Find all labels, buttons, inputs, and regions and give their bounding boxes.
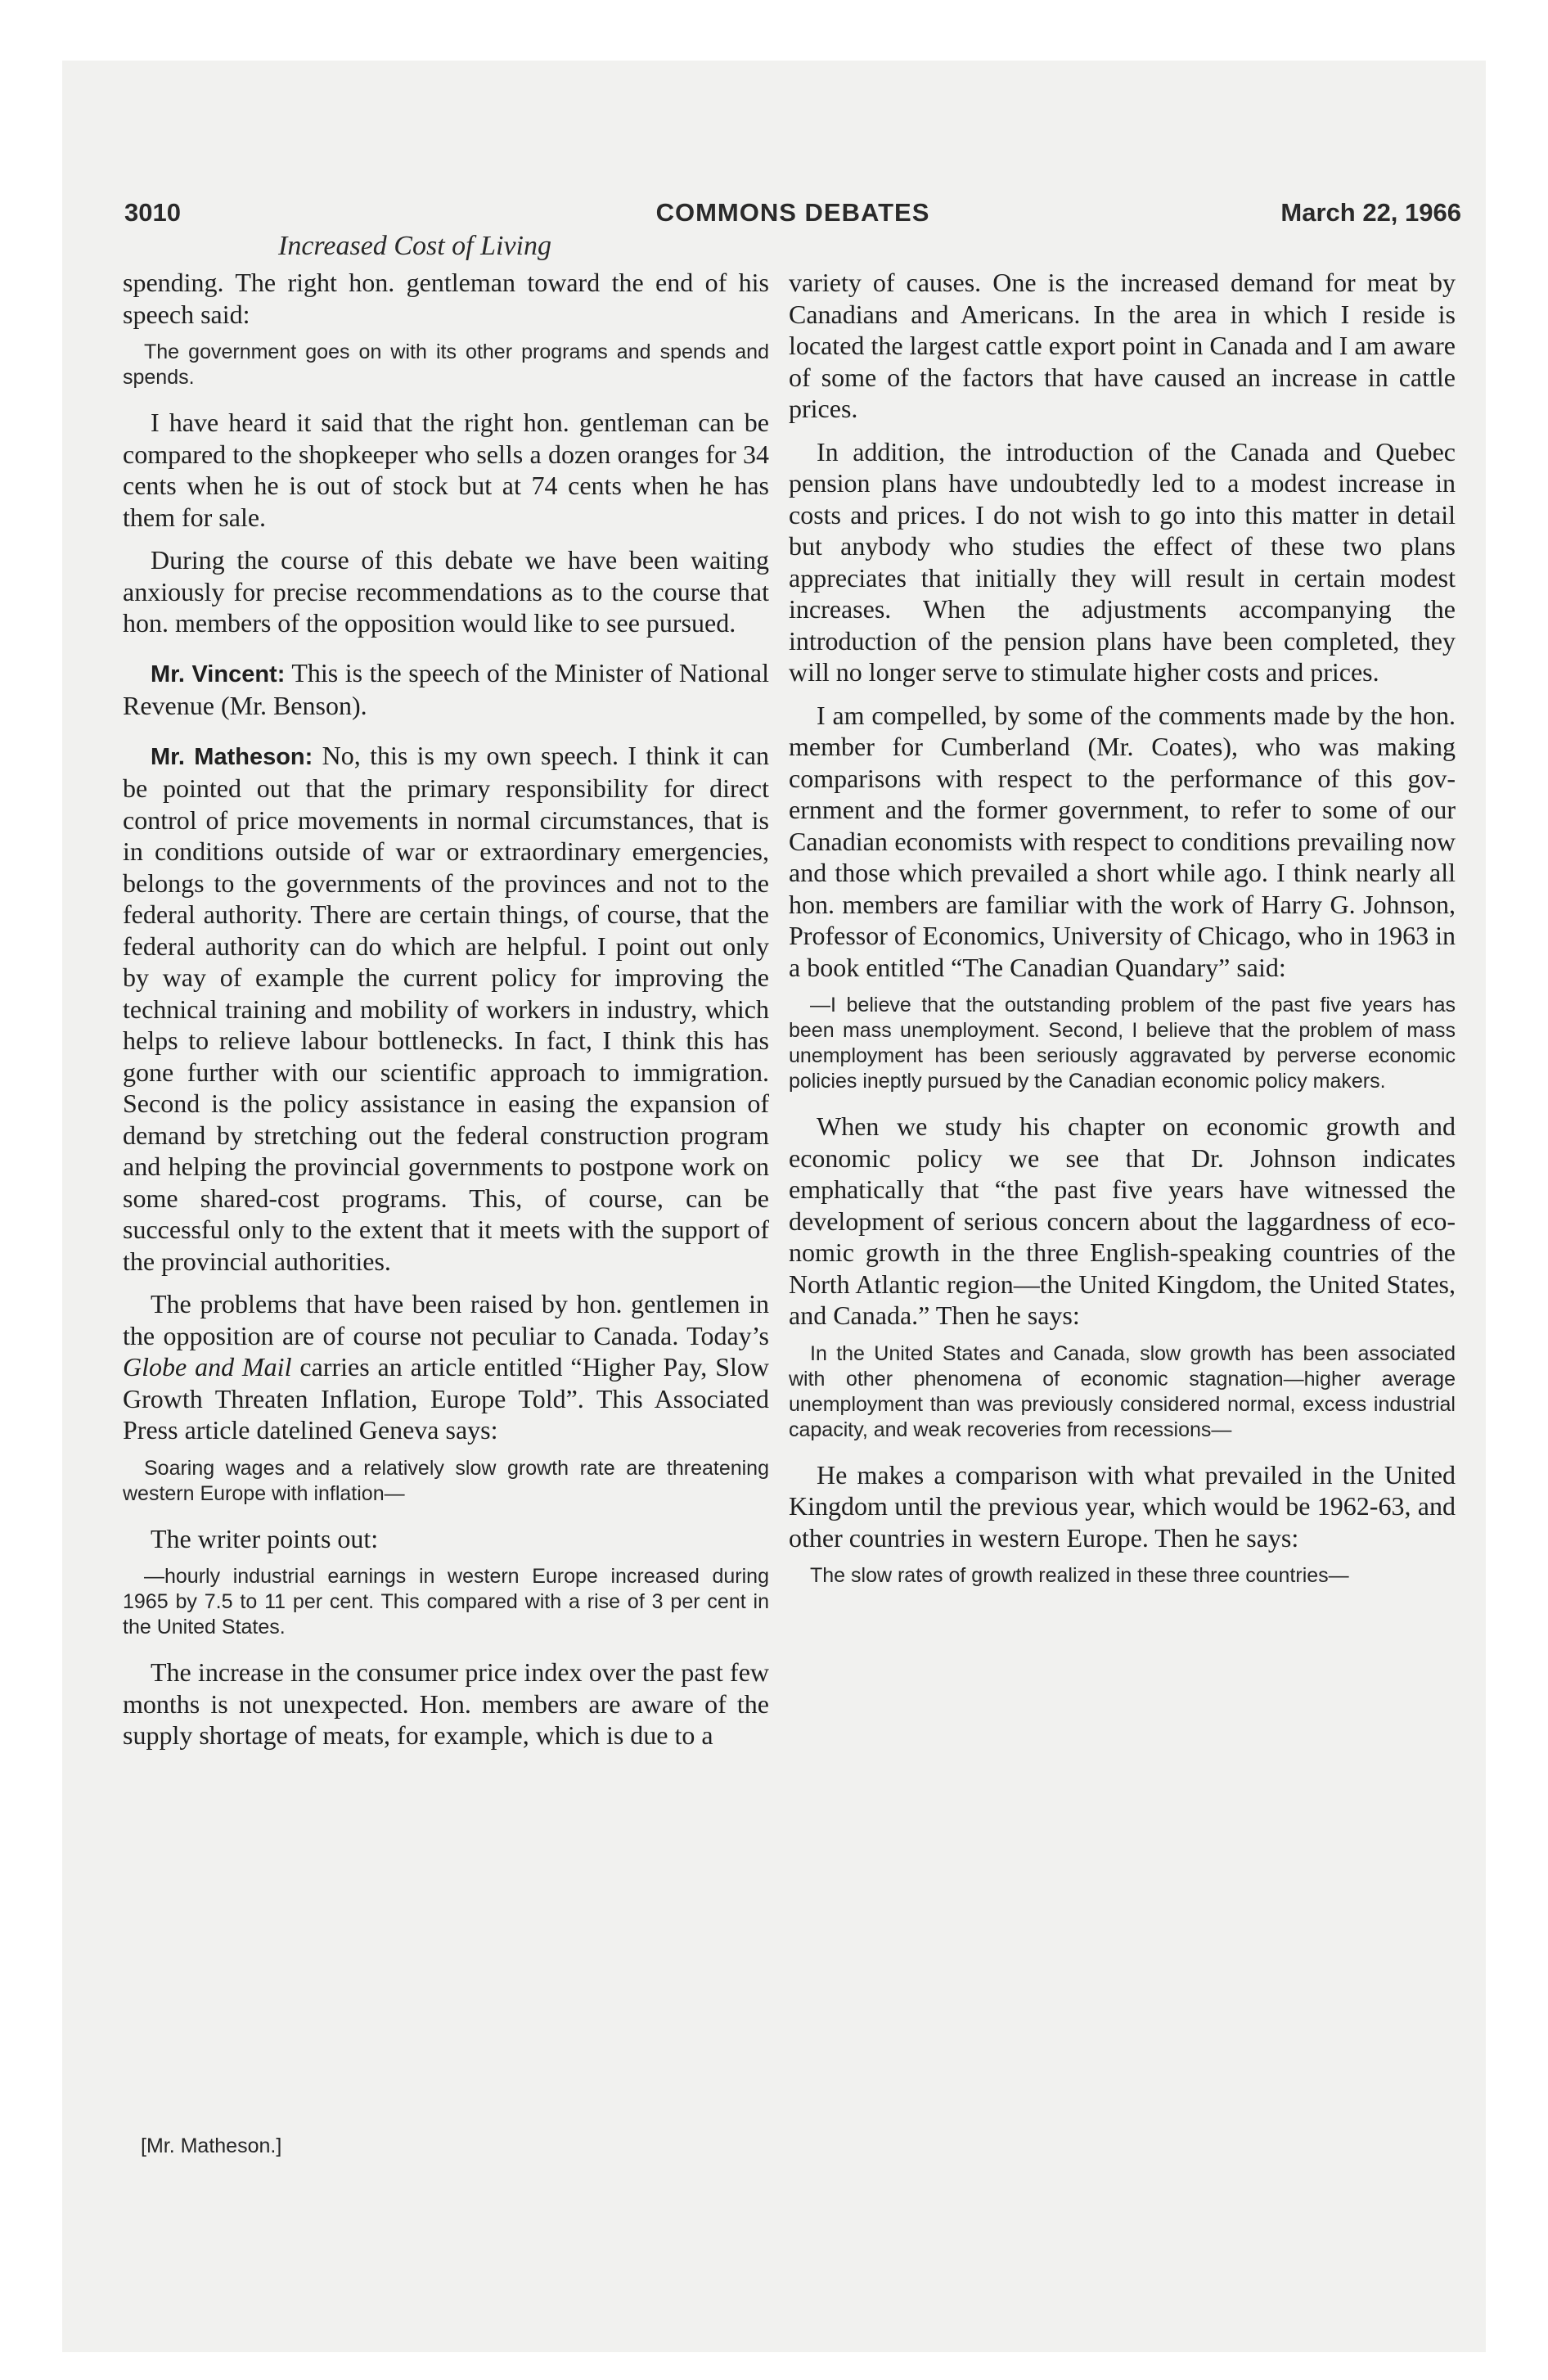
- paragraph: I have heard it said that the right hon. gentleman can be compared to the shopkeeper who sells a dozen oranges for 34 cents when he is out of stock but at 74 cents when he has them for sale.: [123, 408, 769, 532]
- speaker-footer: [Mr. Matheson.]: [141, 2134, 282, 2157]
- section-subheading: Increased Cost of Living: [278, 231, 551, 261]
- paragraph: I am compelled, by some of the comments made by the hon. member for Cumberland (Mr. Coates), who was making comparisons with respect to the performance of this government and the former government, to refer to some of our Canadian economists with respect to conditions prevailing now and those which prevailed a short while ago. I think nearly all hon. members are familiar with the work of Harry G. Johnson, Professor of Economics, University of Chicago, who in 1963 in a book entitled “The Canadian Quandary” said:: [789, 700, 1456, 982]
- paragraph: [123, 657, 769, 722]
- block-quote: —hourly industrial earnings in western Europe increased during 1965 by 7.5 to 11 per cent. This compared with a rise of 3 per cent in the United States.: [123, 1565, 769, 1639]
- paragraph: The writer points out:: [151, 1523, 379, 1553]
- publication-title: COMMONS DEBATES: [655, 198, 930, 227]
- block-quote: Soaring wages and a relatively slow growth rate are threatening western Europe with inflation—: [123, 1456, 769, 1505]
- paragraph: spending. The right hon. gentleman toward the end of his speech said:: [123, 268, 769, 329]
- block-quote: The slow rates of growth realized in these three countries—: [810, 1564, 1349, 1587]
- left-column: [123, 267, 769, 1751]
- speech-text: No, this is my own speech. I think it can be pointed out that the primary responsibility for direct control of price movements in normal circumstances, that is in conditions outside of war or extraordinary emergencies, belongs to the governments of the provinces and not to the federal authority. There are certain things, of course, that the federal authority can do which are helpful. I point out only by way of example the current policy for improving the technical training and mobility of workers in industry, which helps to relieve labour bottlenecks. In fact, I think this has gone further with our scientific approach to immigration. Second is the policy assistance in easing the expansion of demand by stretching out the federal construction program and helping the provincial governments to postpone work on some shared-cost programs. This, of course, can be successful only to the extent that it meets with the support of the provincial authorities.: [123, 740, 769, 1276]
- text-run: The problems that have been raised by hon. gentlemen in the opposition are of course not peculiar to Canada. Today’s: [123, 1289, 769, 1350]
- text-run: carries an article entitled “Higher Pay, Slow Growth Threaten Inflation, Europe Told”. This Associated Press article datelined Geneva says:: [123, 1352, 770, 1445]
- speaker-name: Mr. Matheson:: [151, 743, 313, 770]
- paragraph: When we study his chapter on economic growth and economic policy we see that Dr. Johnson indicates emphatically that “the past five years have witnessed the development of serious concern about the laggardness of economic growth in the three English-speaking countries of the North Atlantic region—the United Kingdom, the United States, and Canada.” Then he says:: [789, 1111, 1456, 1330]
- speech-text: This is the speech of the Minister of National Revenue (Mr. Benson).: [123, 657, 769, 720]
- paragraph: The increase in the consumer price index over the past few months is not unexpected. Hon. members are aware of the supply shortage of meats, for example, which is due to a: [123, 1657, 769, 1750]
- right-column: [789, 267, 1456, 1605]
- paragraph: [123, 1288, 769, 1446]
- block-quote: In the United States and Canada, slow growth has been associated with other phenomena of economic stagnation—higher average unemployment than was previously considered normal, excess industrial capacity, and weak recoveries from recessions—: [789, 1341, 1456, 1441]
- paragraph: [123, 740, 769, 1278]
- speaker-name: Mr. Vincent:: [151, 660, 286, 687]
- block-quote: The government goes on with its other programs and spends and spends.: [123, 340, 769, 389]
- paragraph: In addition, the introduction of the Canada and Quebec pension plans have undoubtedly led to a modest increase in costs and prices. I do not wish to go into this matter in detail but anybody who studies the effect of these two plans appreciates that initially they will result in certain modest increases. When the adjustments accompanying the introduction of the pension plans have been completed, they will no longer serve to stimulate higher costs and prices.: [789, 436, 1456, 687]
- page-number: 3010: [124, 198, 181, 227]
- page-header: [124, 198, 1461, 234]
- paragraph: variety of causes. One is the increased demand for meat by Canadians and Americans. In the area in which I reside is located the largest cattle export point in Canada and I am aware of some of the factors that have caused an increase in cattle prices.: [789, 268, 1456, 423]
- newspaper-title: Globe and Mail: [123, 1352, 292, 1382]
- paragraph: He makes a comparison with what prevailed in the United Kingdom until the previous year, which would be 1962-63, and other countries in western Europe. Then he says:: [789, 1459, 1456, 1553]
- block-quote: —I believe that the outstanding problem of the past five years has been mass unemployment. Second, I believe that the problem of mass unemployment has been seriously aggravated by perverse economic policies ineptly pursued by the Canadian economic policy makers.: [789, 994, 1456, 1093]
- page-date: March 22, 1966: [1280, 198, 1461, 227]
- paragraph: During the course of this debate we have been waiting anxiously for precise recommendations as to the course that hon. members of the opposition would like to see pursued.: [123, 545, 769, 638]
